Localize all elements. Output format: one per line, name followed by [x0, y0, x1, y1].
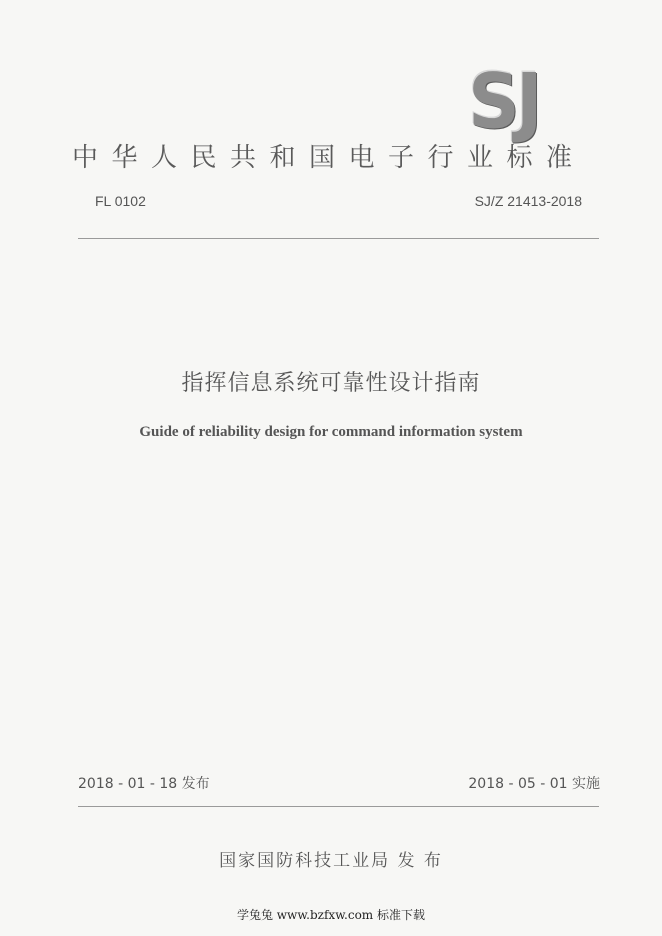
classification-code: FL 0102 [95, 193, 146, 209]
industry-standard-title: 中华人民共和国电子行业标准 [72, 143, 586, 173]
document-title-cn: 指挥信息系统可靠性设计指南 [181, 371, 481, 396]
watermark-link[interactable]: 学兔兔 www.bzfxw.com 标准下载 [236, 908, 426, 922]
footer-divider [78, 806, 599, 807]
sj-logo: SJ [468, 56, 539, 146]
header-divider [78, 238, 599, 239]
implementation-date: 2018 - 05 - 01 实施 [468, 776, 600, 792]
publisher: 国家国防科技工业局 发 布 [219, 851, 443, 871]
document-title-en: Guide of reliability design for command information system [139, 424, 523, 440]
standard-number: SJ/Z 21413-2018 [474, 193, 582, 209]
issue-date: 2018 - 01 - 18 发布 [78, 776, 210, 792]
